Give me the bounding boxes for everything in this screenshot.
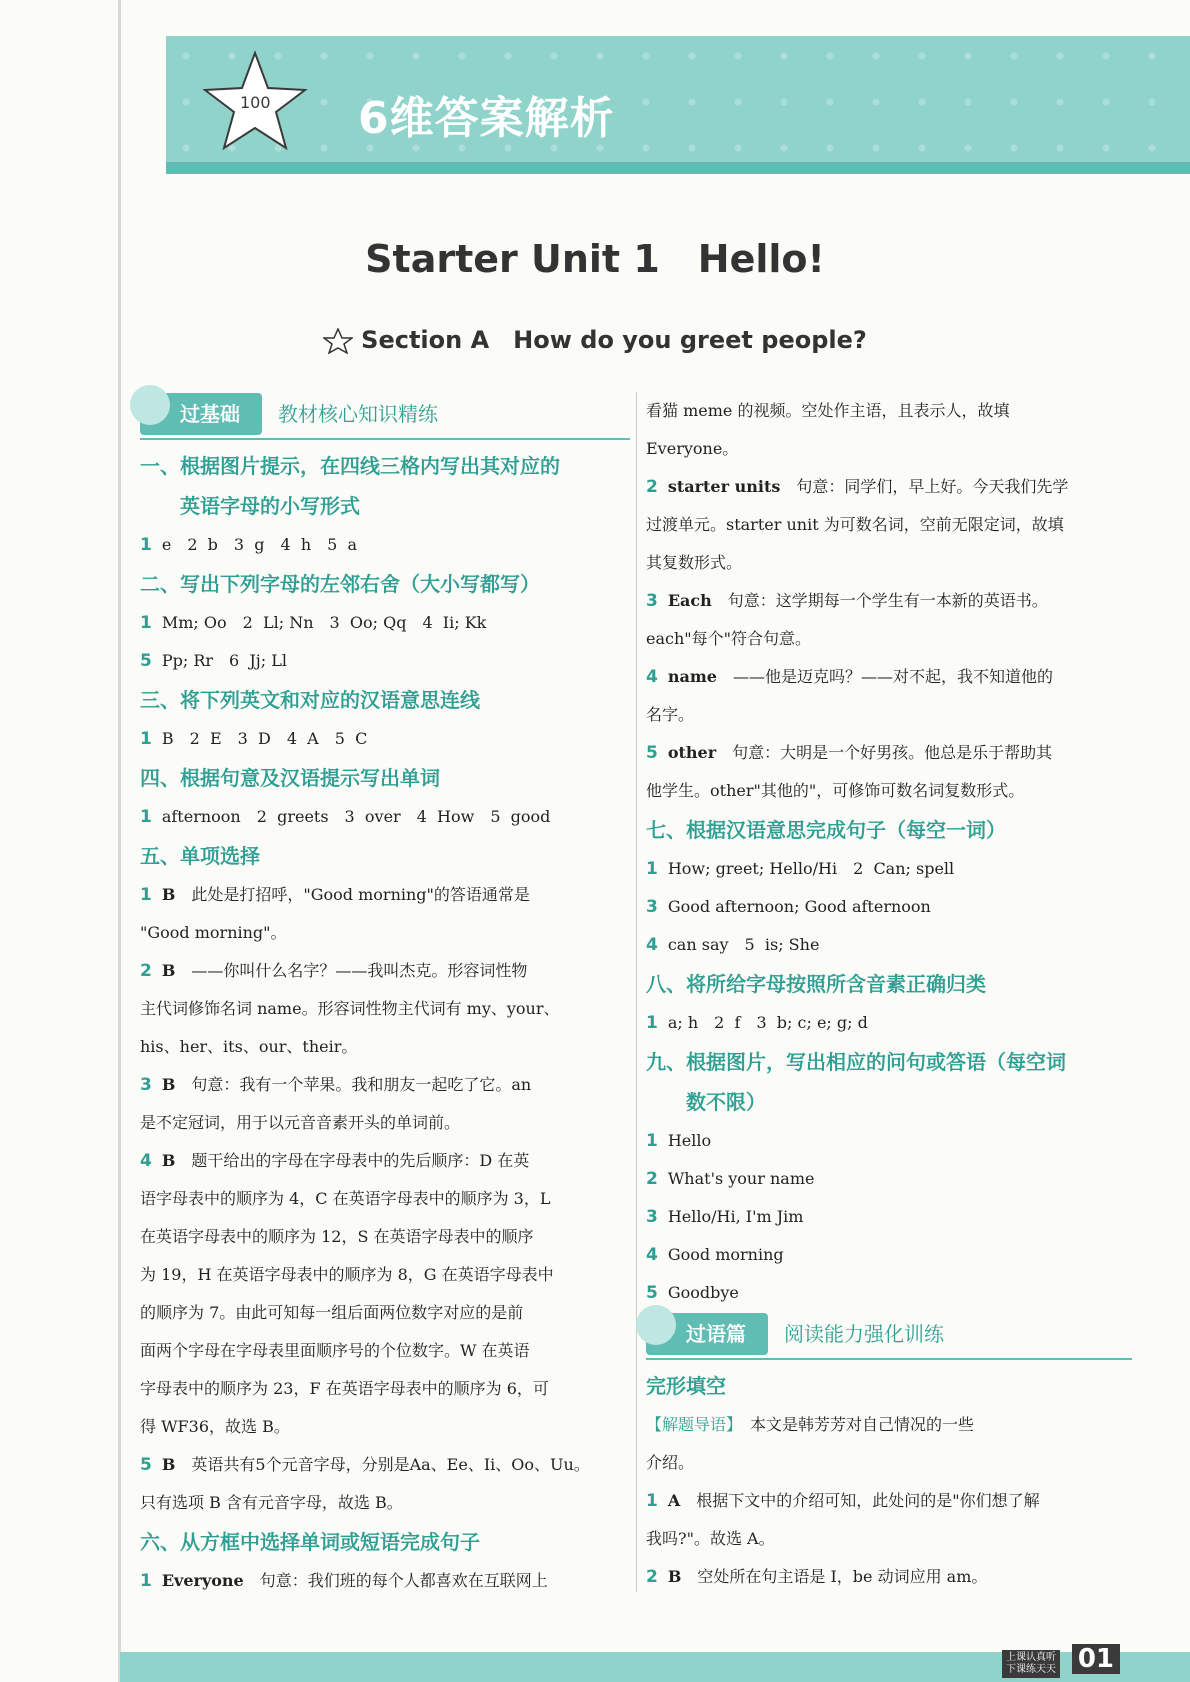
answer-line: 1 How; greet; Hello/Hi 2 Can; spell: [646, 859, 955, 879]
section-title-text: Section A How do you greet people?: [361, 326, 867, 354]
explanation-text: 句意：这学期每一个学生有一本新的英语书。: [727, 591, 1048, 610]
explanation-line: 2 B ——你叫什么名字？——我叫杰克。形容词性物: [140, 961, 528, 981]
heading-1b: 英语字母的小写形式: [180, 494, 360, 518]
column-divider: [636, 392, 637, 1592]
answer-line: 1 B 2 E 3 D 4 A 5 C: [140, 729, 368, 749]
explanation-text: ——你叫什么名字？——我叫杰克。形容词性物: [191, 961, 528, 980]
explanation-line: 1 B 此处是打招呼，"Good morning"的答语通常是: [140, 885, 530, 905]
heading-7: 七、根据汉语意思完成句子（每空一词）: [646, 818, 1006, 842]
answer-text: Good afternoon; Good afternoon: [667, 897, 931, 916]
tag-underline: [646, 1358, 1132, 1360]
explanation-text: 根据下文中的介绍可知，此处问的是"你们想了解: [696, 1491, 1040, 1510]
explanation-text: 题干给出的字母在字母表中的先后顺序：D 在英: [191, 1151, 530, 1170]
star-mascot-icon: [200, 48, 310, 158]
section-icon: [323, 328, 353, 354]
heading-cloze: 完形填空: [646, 1374, 726, 1398]
guide-label: 【解题导语】: [646, 1415, 735, 1434]
answer-line: 4 Good morning: [646, 1245, 784, 1265]
explanation-line: Everyone。: [646, 439, 739, 458]
explanation-text: 空处所在句主语是 I，be 动词应用 am。: [697, 1567, 988, 1586]
answer-text: e 2 b 3 g 4 h 5 a: [161, 535, 358, 554]
explanation-line: 其复数形式。: [646, 553, 743, 572]
answer-text: can say 5 is; She: [667, 935, 820, 954]
section-tag-reading: [646, 1314, 1132, 1354]
explanation-line: 主代词修饰名词 name。形容词性物主代词有 my、your、: [140, 999, 560, 1018]
section-title: [0, 320, 1190, 355]
heading-3: 三、将下列英文和对应的汉语意思连线: [140, 688, 480, 712]
heading-9b: 数不限）: [686, 1090, 766, 1114]
answer-text: a; h 2 f 3 b; c; e; g; d: [667, 1013, 868, 1032]
guide-line: [646, 1406, 1132, 1444]
right-column: [646, 392, 1132, 1596]
answer-line: 1 afternoon 2 greets 3 over 4 How 5 good: [140, 807, 551, 827]
explanation-line: 看猫 meme 的视频。空处作主语，且表示人，故填: [646, 401, 1010, 420]
answer-line: 4 can say 5 is; She: [646, 935, 820, 955]
answer-text: Pp; Rr 6 Jj; Ll: [161, 651, 287, 670]
explanation-text: 句意：大明是一个好男孩。他总是乐于帮助其: [732, 743, 1053, 762]
answer-line: 1 e 2 b 3 g 4 h 5 a: [140, 535, 358, 555]
explanation-line: 语字母表中的顺序为 4，C 在英语字母表中的顺序为 3，L: [140, 1189, 551, 1208]
explanation-line: 3 Each 句意：这学期每一个学生有一本新的英语书。: [646, 591, 1048, 611]
explanation-line: 5 B 英语共有5个元音字母，分别是Aa、Ee、Ii、Oo、Uu。: [140, 1455, 590, 1475]
answer-text: What's your name: [667, 1169, 815, 1188]
explanation-text: 此处是打招呼，"Good morning"的答语通常是: [191, 885, 530, 904]
explanation-line: 名字。: [646, 705, 695, 724]
heading-2: 二、写出下列字母的左邻右舍（大小写都写）: [140, 572, 540, 596]
left-column: [140, 392, 630, 1600]
explanation-line: 5 other 句意：大明是一个好男孩。他总是乐于帮助其: [646, 743, 1053, 763]
answer-text: Good morning: [667, 1245, 784, 1264]
explanation-line: 只有选项 B 含有元音字母，故选 B。: [140, 1493, 403, 1512]
header-banner: [166, 36, 1190, 174]
explanation-line: each"每个"符合句意。: [646, 629, 811, 648]
footer-note-2: 下课练天天: [1006, 1664, 1056, 1675]
explanation-text: 英语共有5个元音字母，分别是Aa、Ee、Ii、Oo、Uu。: [191, 1455, 590, 1474]
explanation-line: 4 B 题干给出的字母在字母表中的先后顺序：D 在英: [140, 1151, 530, 1171]
explanation-line: 2 starter units 句意：同学们，早上好。今天我们先学: [646, 477, 1069, 497]
explanation-line: 2 B 空处所在句主语是 I，be 动词应用 am。: [646, 1567, 988, 1587]
guide-text: 本文是韩芳芳对自己情况的一些: [734, 1415, 975, 1434]
answer-line: 1 Hello: [646, 1131, 712, 1151]
answer-line: 5 Pp; Rr 6 Jj; Ll: [140, 651, 287, 671]
explanation-line: 的顺序为 7。由此可知每一组后面两位数字对应的是前: [140, 1303, 524, 1322]
answer-line: 3 Good afternoon; Good afternoon: [646, 897, 931, 917]
answer-line: 1 Mm; Oo 2 Ll; Nn 3 Oo; Qq 4 Ii; Kk: [140, 613, 487, 633]
explanation-text: 句意：同学们，早上好。今天我们先学: [796, 477, 1069, 496]
answer-text: Hello: [667, 1131, 712, 1150]
explanation-line: "Good morning"。: [140, 923, 287, 942]
explanation-line: 1 Everyone 句意：我们班的每个人都喜欢在互联网上: [140, 1571, 548, 1591]
tag-subtitle: 阅读能力强化训练: [784, 1322, 944, 1346]
explanation-line: 为 19，H 在英语字母表中的顺序为 8，G 在英语字母表中: [140, 1265, 554, 1284]
explanation-line: 在英语字母表中的顺序为 12，S 在英语字母表中的顺序: [140, 1227, 534, 1246]
explanation-line: 面两个字母在字母表里面顺序号的个位数字。W 在英语: [140, 1341, 530, 1360]
explanation-line: his、her、its、our、their。: [140, 1037, 358, 1056]
unit-title: Starter Unit 1 Hello!: [365, 237, 825, 281]
answer-line: 2 What's your name: [646, 1169, 815, 1189]
tag-underline: [140, 438, 630, 440]
svg-text:100: 100: [240, 93, 271, 112]
explanation-line: 3 B 句意：我有一个苹果。我和朋友一起吃了它。an: [140, 1075, 532, 1095]
answer-text: How; greet; Hello/Hi 2 Can; spell: [667, 859, 955, 878]
explanation-line: 是不定冠词，用于以元音音素开头的单词前。: [140, 1113, 461, 1132]
footer-note: [1002, 1650, 1060, 1678]
explanation-line: 他学生。other"其他的"，可修饰可数名词复数形式。: [646, 781, 1025, 800]
answer-line: 1 a; h 2 f 3 b; c; e; g; d: [646, 1013, 868, 1033]
page-number: 01: [1072, 1644, 1120, 1674]
answer-line: 5 Goodbye: [646, 1283, 739, 1303]
answer-text: Mm; Oo 2 Ll; Nn 3 Oo; Qq 4 Ii; Kk: [161, 613, 487, 632]
guide-line: 介绍。: [646, 1453, 695, 1472]
tag-label: 过基础: [140, 393, 262, 435]
explanation-line: 我吗?"。故选 A。: [646, 1529, 775, 1548]
answer-text: B 2 E 3 D 4 A 5 C: [161, 729, 368, 748]
section-tag-basics: [140, 394, 630, 434]
heading-4: 四、根据句意及汉语提示写出单词: [140, 766, 440, 790]
explanation-line: 得 WF36，故选 B。: [140, 1417, 290, 1436]
explanation-line: 4 name ——他是迈克吗？——对不起，我不知道他的: [646, 667, 1053, 687]
heading-1a: 一、根据图片提示，在四线三格内写出其对应的: [140, 454, 560, 478]
explanation-line: 过渡单元。starter unit 为可数名词，空前无限定词，故填: [646, 515, 1064, 534]
explanation-line: 1 A 根据下文中的介绍可知，此处问的是"你们想了解: [646, 1491, 1040, 1511]
answer-line: 3 Hello/Hi, I'm Jim: [646, 1207, 804, 1227]
tag-label: 过语篇: [646, 1313, 768, 1355]
heading-5: 五、单项选择: [140, 844, 260, 868]
explanation-text: ——他是迈克吗？——对不起，我不知道他的: [732, 667, 1053, 686]
explanation-line: 字母表中的顺序为 23，F 在英语字母表中的顺序为 6，可: [140, 1379, 549, 1398]
footer-note-1: 上课认真听: [1006, 1652, 1056, 1663]
heading-8: 八、将所给字母按照所含音素正确归类: [646, 972, 986, 996]
header-title: 6维答案解析: [358, 93, 615, 144]
explanation-text: 句意：我们班的每个人都喜欢在互联网上: [259, 1571, 548, 1590]
answer-text: Goodbye: [667, 1283, 739, 1302]
header-strip: [166, 162, 1190, 174]
heading-6: 六、从方框中选择单词或短语完成句子: [140, 1530, 480, 1554]
tag-subtitle: 教材核心知识精练: [278, 402, 438, 426]
heading-9a: 九、根据图片，写出相应的问句或答语（每空词: [646, 1050, 1066, 1074]
answer-text: Hello/Hi, I'm Jim: [667, 1207, 804, 1226]
explanation-text: 句意：我有一个苹果。我和朋友一起吃了它。an: [191, 1075, 532, 1094]
answer-text: afternoon 2 greets 3 over 4 How 5 good: [161, 807, 551, 826]
